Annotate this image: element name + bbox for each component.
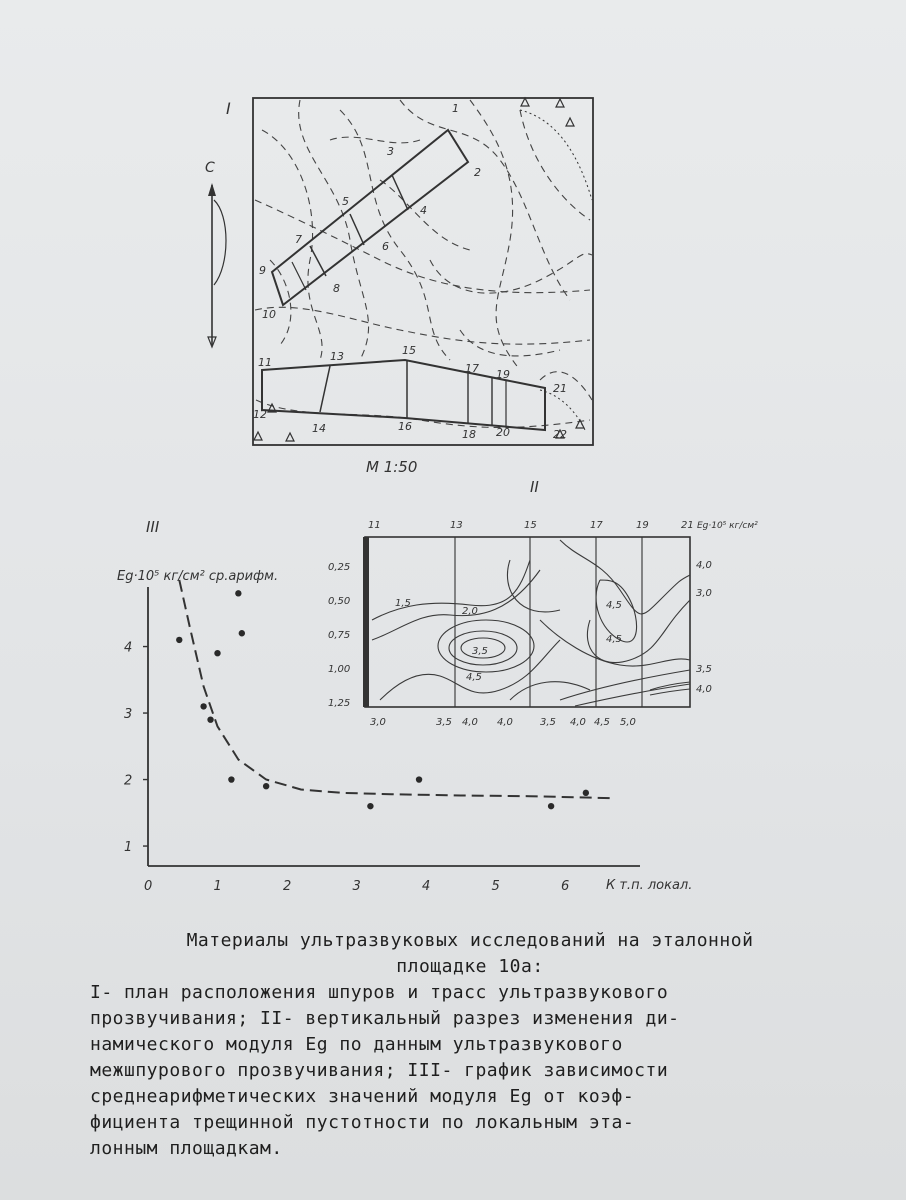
point-labels [253,102,567,441]
graph-xlabel: К т.п. локал. [606,878,693,893]
svg-text:3,5: 3,5 [472,646,488,657]
x-tick-label: 3 [352,879,361,894]
graph-xticks [144,879,569,894]
caption-line: среднеарифметических значений модуля Eg от коэф- [90,1086,635,1107]
svg-text:7: 7 [295,233,302,246]
data-point [207,717,213,723]
svg-text:3,5: 3,5 [696,664,712,675]
x-tick-label: 5 [491,879,500,894]
svg-text:4,5: 4,5 [606,600,622,611]
survey-marks [254,98,584,441]
svg-text:16: 16 [398,420,412,433]
x-tick-label: 1 [213,879,222,894]
svg-text:3,0: 3,0 [370,717,386,728]
section-depth-ticks [328,562,350,709]
svg-text:13: 13 [330,350,344,363]
svg-text:6: 6 [382,240,389,253]
svg-text:15: 15 [402,344,416,357]
svg-text:19: 19 [496,368,510,381]
svg-text:10: 10 [262,308,276,321]
svg-text:0,25: 0,25 [328,562,351,573]
svg-text:0,50: 0,50 [328,596,351,607]
svg-text:1,00: 1,00 [328,664,351,675]
svg-text:4,0: 4,0 [696,684,712,695]
caption-line: прозвучивания; II- вертикальный разрез изменения ди- [90,1008,680,1029]
x-tick-label: 4 [422,879,431,894]
svg-text:18: 18 [462,428,476,441]
svg-text:3,5: 3,5 [540,717,556,728]
caption-line: лонным площадкам. [90,1138,283,1159]
svg-text:4,0: 4,0 [696,560,712,571]
svg-text:2: 2 [474,166,481,179]
panel-ii-roman: II [530,478,539,496]
svg-text:14: 14 [312,422,326,435]
graph-ylabel: Eg·10⁵ кг/см² ср.арифм. [117,569,279,584]
scale-label: M 1:50 [366,458,418,476]
svg-text:17: 17 [590,520,603,531]
svg-text:15: 15 [524,520,537,531]
svg-text:4,5: 4,5 [594,717,610,728]
x-tick-label: 6 [561,879,570,894]
svg-text:12: 12 [253,408,267,421]
svg-text:21: 21 [553,382,567,395]
caption-line: I- план расположения шпуров и трасс ультразвукового [90,982,669,1003]
dotted-trace [520,110,592,200]
svg-text:3: 3 [387,145,394,158]
svg-text:11: 11 [258,356,272,369]
panel-iii-graph [117,518,692,894]
svg-text:3,0: 3,0 [696,588,712,599]
svg-text:4,0: 4,0 [462,717,478,728]
data-point [263,783,269,789]
svg-text:22: 22 [553,428,567,441]
svg-text:11: 11 [368,520,381,531]
svg-text:4: 4 [420,204,427,217]
north-label: C [205,160,215,176]
caption-line: намического модуля Eg по данным ультразвукового [90,1034,623,1055]
svg-text:0,75: 0,75 [328,630,351,641]
section-unit-label: Eg·10⁵ кг/см² [697,521,758,531]
section-bottom-values [370,717,636,728]
svg-text:5,0: 5,0 [620,717,636,728]
north-arrow-icon [208,183,216,196]
svg-text:1,5: 1,5 [395,598,411,609]
data-point [548,803,554,809]
svg-text:17: 17 [465,362,479,375]
section-depth-bar [363,537,369,707]
data-point [228,776,234,782]
svg-text:1: 1 [452,102,459,115]
svg-text:3,5: 3,5 [436,717,452,728]
svg-text:9: 9 [259,264,266,277]
y-tick-label: 1 [124,840,133,856]
data-point [416,776,422,782]
data-point [239,630,245,636]
data-point [214,650,220,656]
svg-text:21: 21 [681,520,694,531]
data-point [176,637,182,643]
svg-text:19: 19 [636,520,649,531]
y-tick-label: 4 [124,640,133,656]
panel-iii-roman: III [146,518,160,536]
trend-curve [179,580,613,798]
panel-i-plan [205,98,593,476]
svg-text:4,0: 4,0 [497,717,513,728]
data-points [176,590,589,809]
data-point [367,803,373,809]
svg-text:8: 8 [333,282,340,295]
data-point [583,790,589,796]
section-frame [365,537,690,707]
panel-i-roman: I [226,99,231,118]
graph-yticks [124,641,148,856]
x-tick-label: 2 [283,879,292,894]
svg-text:5: 5 [342,195,349,208]
svg-text:20: 20 [496,426,510,439]
figure-caption [90,928,850,1162]
data-point [200,703,206,709]
arrow-curve [214,200,226,285]
caption-title-2: площадке 10а: [396,956,544,977]
data-point [235,590,241,596]
svg-text:4,0: 4,0 [570,717,586,728]
caption-title-1: Материалы ультразвуковых исследований на эталонной [186,930,754,951]
svg-text:1,25: 1,25 [328,698,351,709]
svg-text:4,5: 4,5 [606,634,622,645]
svg-text:2,0: 2,0 [462,606,478,617]
svg-text:4,5: 4,5 [466,672,482,683]
svg-text:13: 13 [450,520,463,531]
upper-trace-block [272,130,468,305]
section-top-ticks [368,520,758,531]
caption-line: фициента трещинной пустотности по локальным эта- [90,1112,635,1133]
panel-ii-section [328,478,758,728]
y-tick-label: 2 [124,773,133,789]
x-tick-label: 0 [144,879,153,894]
caption-line: межшпурового прозвучивания; III- график зависимости [90,1060,669,1081]
y-tick-label: 3 [124,707,133,723]
